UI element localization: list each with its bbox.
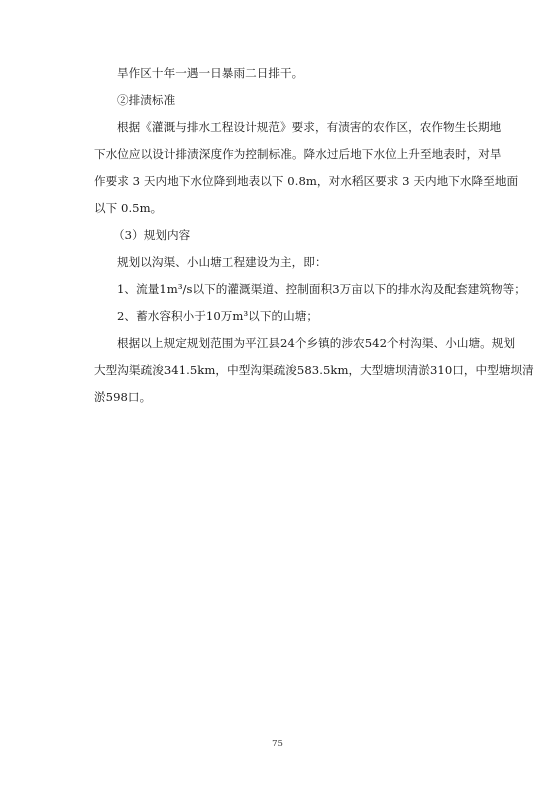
paragraph-line-4: 下水位应以设计排渍深度作为控制标准。降水过后地下水位上升至地表时，对旱 [94, 147, 502, 161]
paragraph-line-13: 淤598口。 [94, 390, 152, 404]
list-item-1: 1、流量1m³/s以下的灌溉渠道、控制面积3万亩以下的排水沟及配套建筑物等； [117, 282, 526, 296]
section-heading-drainage-standard: ②排渍标准 [117, 93, 176, 107]
paragraph-line-5: 作要求 3 天内地下水位降到地表以下 0.8m，对水稻区要求 3 天内地下水降至地面 [94, 174, 519, 188]
paragraph-line-1: 旱作区十年一遇一日暴雨二日排干。 [117, 66, 304, 80]
paragraph-line-6: 以下 0.5m。 [94, 201, 163, 215]
page-number: 75 [272, 739, 283, 749]
paragraph-line-3: 根据《灌溉与排水工程设计规范》要求，有渍害的农作区，农作物生长期地 [117, 120, 502, 134]
paragraph-line-8: 规划以沟渠、小山塘工程建设为主，即： [117, 255, 327, 269]
paragraph-line-12: 大型沟渠疏浚341.5km，中型沟渠疏浚583.5km，大型塘坝清淤310口，中型塘坝清 [94, 363, 534, 377]
paragraph-line-11: 根据以上规定规划范围为平江县24个乡镇的涉农542个村沟渠、小山塘。规划 [117, 336, 516, 350]
list-item-2: 2、蓄水容积小于10万m³以下的山塘； [117, 309, 319, 323]
section-heading-planning-content: （3）规划内容 [113, 228, 191, 242]
